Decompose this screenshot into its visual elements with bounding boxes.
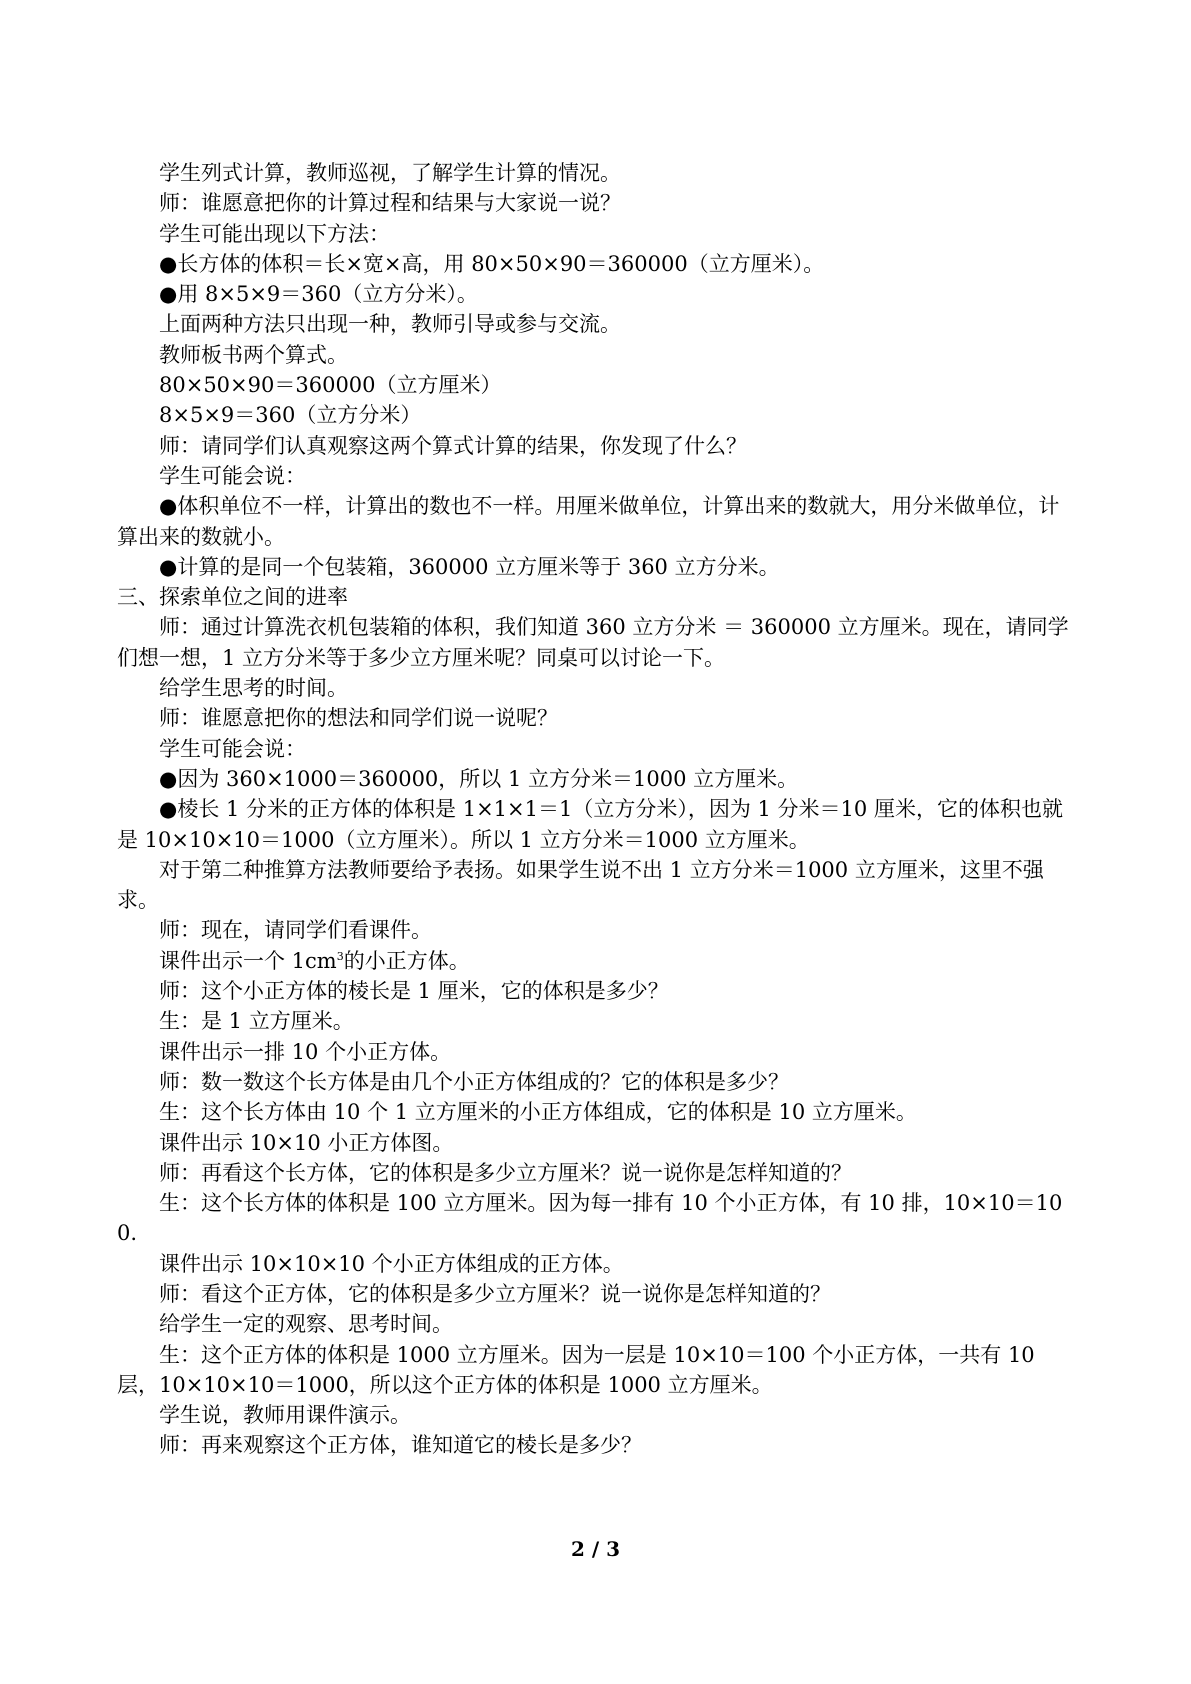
paragraph-with-superscript <box>117 946 1077 976</box>
paragraph: 对于第二种推算方法教师要给予表扬。如果学生说不出 1 立方分米＝1000 立方厘米，这里不强求。 <box>117 857 1044 913</box>
paragraph: 师：看这个正方体，它的体积是多少立方厘米？说一说你是怎样知道的？ <box>159 1281 831 1306</box>
paragraph: 生：是 1 立方厘米。 <box>159 1009 354 1034</box>
paragraph: 学生可能会说： <box>159 463 306 488</box>
paragraph: 课件出示一排 10 个小正方体。 <box>159 1039 452 1064</box>
formula-line: 8×5×9＝360（立方分米） <box>159 403 422 428</box>
bullet-paragraph: ●长方体的体积＝长×宽×高，用 80×50×90＝360000（立方厘米）。 <box>159 251 825 276</box>
paragraph: 学生说，教师用课件演示。 <box>159 1403 411 1428</box>
page-number: 2 / 3 <box>570 1537 621 1561</box>
paragraph: 师：现在，请同学们看课件。 <box>159 918 432 943</box>
paragraph: 给学生一定的观察、思考时间。 <box>159 1312 453 1337</box>
text-run: 的小正方体。 <box>343 948 470 973</box>
paragraph: 学生可能出现以下方法： <box>159 221 390 246</box>
paragraph: 生：这个长方体的体积是 100 立方厘米。因为每一排有 10 个小正方体，有 10 排，10×10＝100. <box>117 1191 1063 1246</box>
paragraph: 师：谁愿意把你的想法和同学们说一说呢？ <box>159 706 558 731</box>
paragraph: 师：谁愿意把你的计算过程和结果与大家说一说？ <box>159 191 621 216</box>
document-body <box>117 158 1077 1461</box>
paragraph: 给学生思考的时间。 <box>159 676 348 701</box>
superscript: 3 <box>336 949 344 963</box>
bullet-paragraph: ●体积单位不一样，计算出的数也不一样。用厘米做单位，计算出来的数就大，用分米做单位，计算出来的数就小。 <box>117 494 1060 549</box>
bullet-paragraph: ●计算的是同一个包装箱，360000 立方厘米等于 360 立方分米。 <box>159 554 780 579</box>
paragraph: 师：请同学们认真观察这两个算式计算的结果，你发现了什么？ <box>159 433 747 458</box>
paragraph: 师：再看这个长方体，它的体积是多少立方厘米？说一说你是怎样知道的？ <box>159 1160 852 1185</box>
paragraph: 生：这个长方体由 10 个 1 立方厘米的小正方体组成，它的体积是 10 立方厘米。 <box>159 1100 917 1125</box>
paragraph: 师：通过计算洗衣机包装箱的体积，我们知道 360 立方分米 ＝ 360000 立方厘米。现在，请同学们想一想，1 立方分米等于多少立方厘米呢？同桌可以讨论一下。 <box>117 615 1069 670</box>
paragraph: 生：这个正方体的体积是 1000 立方厘米。因为一层是 10×10＝100 个小正方体，一共有 10 层，10×10×10＝1000，所以这个正方体的体积是 1000 立方厘米。 <box>117 1342 1035 1397</box>
paragraph: 课件出示 10×10 小正方体图。 <box>159 1130 454 1155</box>
paragraph: 学生列式计算，教师巡视，了解学生计算的情况。 <box>159 161 621 185</box>
section-heading: 三、探索单位之间的进率 <box>117 585 348 610</box>
paragraph: 师：这个小正方体的棱长是 1 厘米，它的体积是多少？ <box>159 979 669 1004</box>
bullet-paragraph: ●因为 360×1000＝360000，所以 1 立方分米＝1000 立方厘米。 <box>159 766 799 791</box>
paragraph: 教师板书两个算式。 <box>159 342 348 367</box>
formula-line: 80×50×90＝360000（立方厘米） <box>159 373 502 398</box>
paragraph: 学生可能会说： <box>159 736 306 761</box>
paragraph: 师：数一数这个长方体是由几个小正方体组成的？它的体积是多少？ <box>159 1069 789 1094</box>
paragraph: 课件出示 10×10×10 个小正方体组成的正方体。 <box>159 1251 624 1276</box>
bullet-paragraph: ●用 8×5×9＝360（立方分米）。 <box>159 282 478 307</box>
text-run: 课件出示一个 1cm <box>159 948 337 973</box>
paragraph: 师：再来观察这个正方体，谁知道它的棱长是多少？ <box>159 1433 642 1458</box>
paragraph: 上面两种方法只出现一种，教师引导或参与交流。 <box>159 312 621 337</box>
bullet-paragraph: ●棱长 1 分米的正方体的体积是 1×1×1＝1（立方分米），因为 1 分米＝10 厘米，它的体积也就是 10×10×10＝1000（立方厘米）。所以 1 立方分米＝1000 立方厘米。 <box>117 797 1063 852</box>
